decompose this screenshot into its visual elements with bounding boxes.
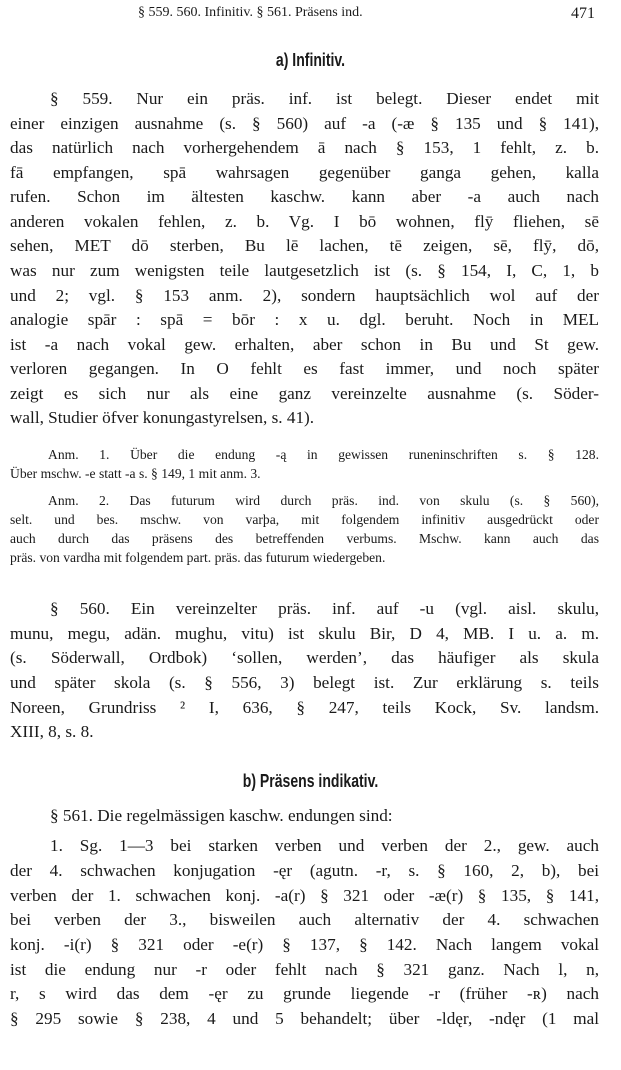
note-line: Anm. 1. Über die endung -ą in gewissen runeninschriften s. § 128. [48, 447, 599, 462]
text-line: § 561. Die regelmässigen kaschw. endungen sind: [50, 806, 393, 825]
note-line: Über mschw. -e statt -a s. § 149, 1 mit anm. 3. [10, 466, 261, 481]
note-line: auch durch das präsens des betreffenden verbums. Mschw. kann auch das [10, 531, 599, 546]
text-line: ist die endung nur -r oder fehlt nach § 321 ganz. Nach l, n, [10, 960, 599, 979]
text-line: 1. Sg. 1—3 bei starken verben und verben der 2., gew. auch [50, 836, 599, 855]
page-number: 471 [571, 5, 595, 22]
text-line: rufen. Schon im ältesten kaschw. kann aber -a auch nach [10, 187, 599, 206]
section-title-praesens: b) Präsens indikativ. [242, 771, 379, 791]
text-line: sehen, MET dō sterben, Bu lē lachen, tē zeigen, sē, flȳ, dō, [10, 236, 599, 255]
text-line: § 560. Ein vereinzelter präs. inf. auf -u (vgl. aisl. skulu, [50, 599, 599, 618]
text-line: was nur zum wenigsten teile lautgesetzlich ist (s. § 154, I, C, 1, b [10, 261, 599, 280]
text-line: einer einzigen ausnahme (s. § 560) auf -a (-æ § 135 und § 141), [10, 114, 599, 133]
text-line: ist -a nach vokal gew. erhalten, aber schon in Bu und St gew. [10, 335, 599, 354]
text-line: (s. Söderwall, Ordbok) ‘sollen, werden’, das häufiger als skula [10, 648, 599, 667]
text-line: wall, Studier öfver konungastyrelsen, s. 41). [10, 408, 315, 427]
text-line: das natürlich nach vorhergehendem ā nach § 153, 1 fehlt, z. b. [10, 138, 599, 157]
text-line: fā empfangen, spā wahrsagen gegenüber ganga gehen, kalla [10, 163, 599, 182]
text-line: bei verben der 3., bisweilen auch alternativ der 4. schwachen [10, 910, 599, 929]
text-line: zeigt es sich nur als eine ganz vereinzelte ausnahme (s. Söder- [10, 384, 599, 403]
note-line: präs. von vardha mit folgendem part. präs. das futurum wiedergeben. [10, 550, 386, 565]
text-line: munu, megu, adän. mughu, vitu) ist skulu Bir, D 4, MB. I u. a. m. [10, 624, 599, 643]
note-line: Anm. 2. Das futurum wird durch präs. ind. von skulu (s. § 560), [48, 493, 599, 508]
text-line: konj. -i(r) § 321 oder -e(r) § 137, § 142. Nach langem vokal [10, 935, 599, 954]
section-title-infinitiv: a) Infinitiv. [275, 50, 346, 70]
text-line: § 559. Nur ein präs. inf. ist belegt. Dieser endet mit [50, 89, 599, 108]
text-line: r, s wird das dem -ęr zu grunde liegende -r (früher -ʀ) nach [10, 984, 599, 1003]
text-line: Noreen, Grundriss ² I, 636, § 247, teils Kock, Sv. landsm. [10, 698, 599, 717]
text-line: und 2; vgl. § 153 anm. 2), sondern hauptsächlich wol auf der [10, 286, 599, 305]
text-line: XIII, 8, s. 8. [10, 722, 94, 741]
text-line: anderen vokalen fehlen, z. b. Vg. I bō wohnen, flȳ fliehen, sē [10, 212, 599, 231]
text-line: verben der 1. schwachen konj. -a(r) § 321 oder -æ(r) § 135, § 141, [10, 886, 599, 905]
running-title: § 559. 560. Infinitiv. § 561. Präsens ind. [138, 5, 363, 20]
text-line: verloren gegangen. In O fehlt es fast immer, und noch später [10, 359, 599, 378]
text-line: § 295 sowie § 238, 4 und 5 behandelt; über -ldęr, -ndęr (1 mal [10, 1009, 599, 1028]
text-line: und später skola (s. § 556, 3) belegt ist. Zur erklärung s. teils [10, 673, 599, 692]
text-line: analogie spār : spā = bōr : x u. dgl. beruht. Noch in MEL [10, 310, 599, 329]
text-line: der 4. schwachen konjugation -ęr (agutn. -r, s. § 160, 2, b), bei [10, 861, 599, 880]
note-line: selt. und bes. mschw. von varþa, mit folgendem infinitiv ausgedrückt oder [10, 512, 599, 527]
